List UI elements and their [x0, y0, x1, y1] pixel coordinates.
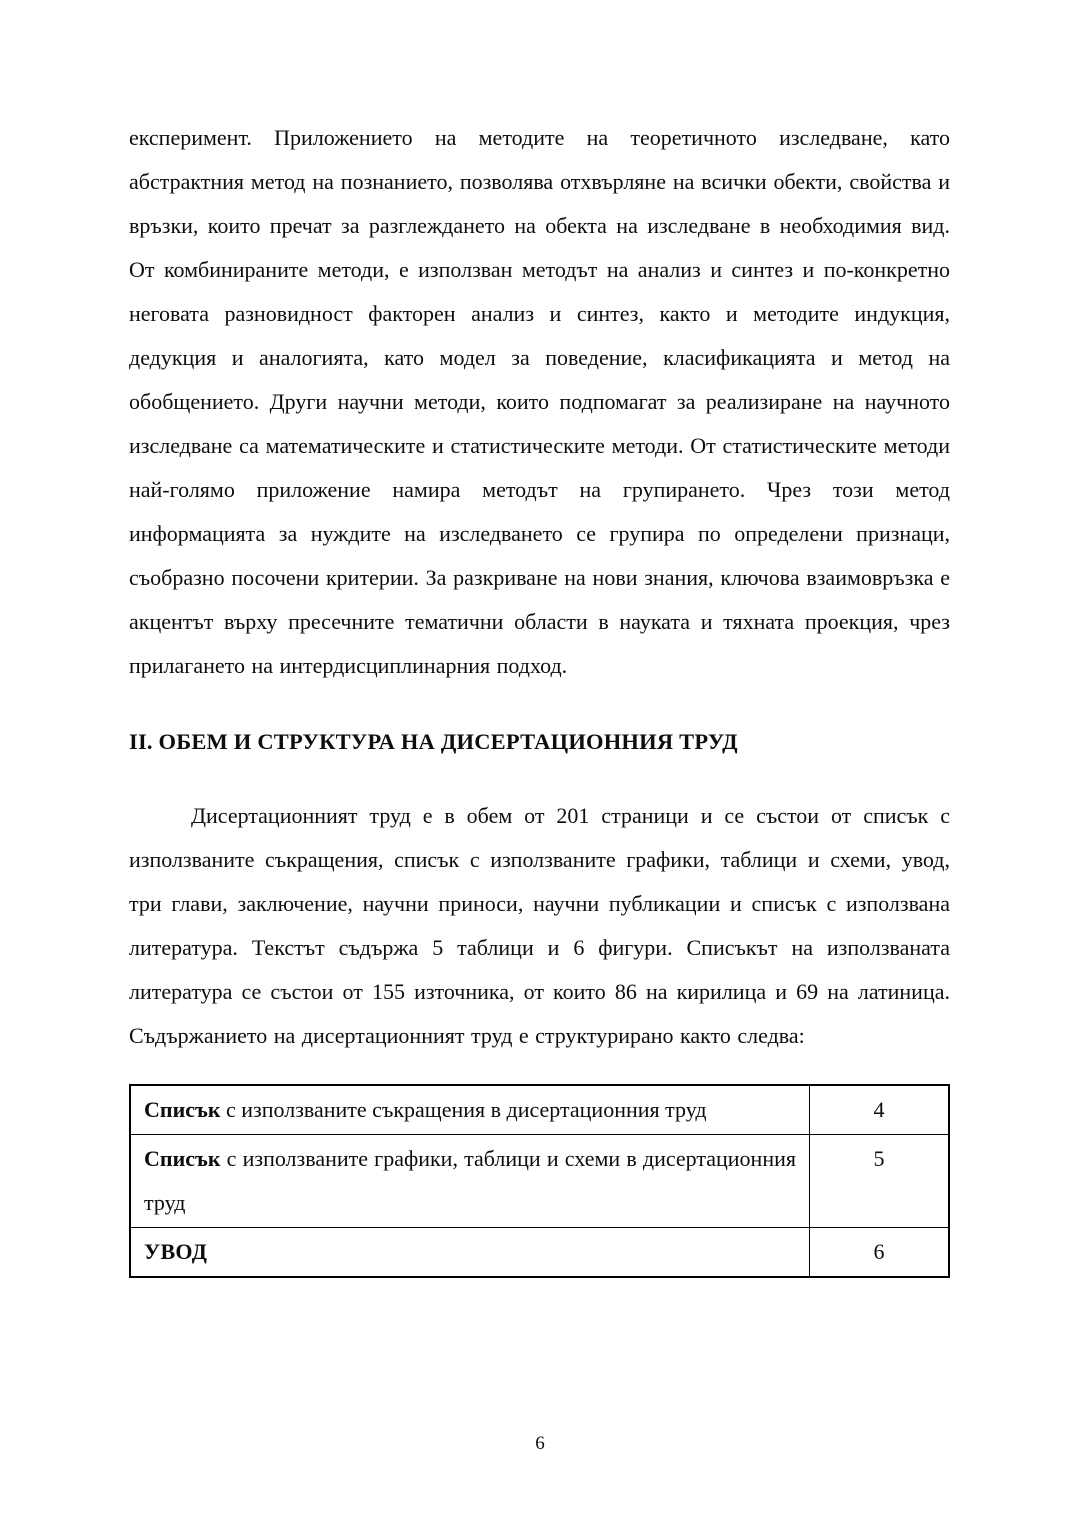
paragraph-research-methods: експеримент. Приложението на методите на теоретичното изследване, като абстрактния метод на познанието, позволява отхвърляне на всички обекти, свойства и връзки, които пречат за разглеждането на обекта на изследване в необходимия вид. От комбинираните методи, е използван методът на анализ и синтез и по-конкретно неговата разновидност факторен анализ и синтез, както и методите индукция, дедукция и аналогията, като модел за поведение, класификацията и метод на обобщението. Други научни методи, които подпомагат за реализиране на научното изследване са математическите и статистическите методи. От статистическите методи най-голямо приложение намира методът на групирането. Чрез този метод информацията за нуждите на изследването се групира по определени признаци, съобразно посочени критерии. За разкриване на нови знания, ключова взаимовръзка е акцентът върху пресечните тематични области в науката и тяхната проекция, чрез прилагането на интердисциплинарния подход.: [129, 125, 950, 678]
table-row-abbreviations: [130, 1085, 949, 1135]
table-row-uvod: [130, 1228, 949, 1278]
row-title-bold: УВОД: [144, 1239, 208, 1264]
row-title-rest: с използваните съкращения в дисертационния труд: [220, 1097, 707, 1122]
row-title-cell: [130, 1135, 810, 1228]
table-row-figures-list: [130, 1135, 949, 1228]
paragraph-dissertation-structure: Дисертационният труд е в обем от 201 страници и се състои от списък с използваните съкращения, списък с използваните графики, таблици и схеми, увод, три глави, заключение, научни приноси, научни публикации и списък с използвана литература. Текстът съдържа 5 таблици и 6 фигури. Списъкът на използваната литература се състои от 155 източника, от които 86 на кирилица и 69 на латиница. Съдържанието на дисертационният труд е структурирано както следва:: [129, 803, 950, 1048]
row-page-number: 6: [810, 1228, 950, 1278]
row-title-bold: Списък: [144, 1097, 221, 1122]
row-page-number: 4: [810, 1085, 950, 1135]
row-title-bold: Списък: [144, 1146, 221, 1171]
section-heading-volume-structure: II. ОБЕМ И СТРУКТУРА НА ДИСЕРТАЦИОННИЯ ТРУД: [129, 729, 738, 754]
row-page-number: 5: [810, 1135, 950, 1228]
contents-table: [129, 1084, 950, 1278]
page-number: 6: [535, 1433, 545, 1454]
row-title-rest: с използваните графики, таблици и схеми в дисертационния труд: [144, 1146, 796, 1215]
row-title-cell: [130, 1085, 810, 1135]
row-title-cell: [130, 1228, 810, 1278]
